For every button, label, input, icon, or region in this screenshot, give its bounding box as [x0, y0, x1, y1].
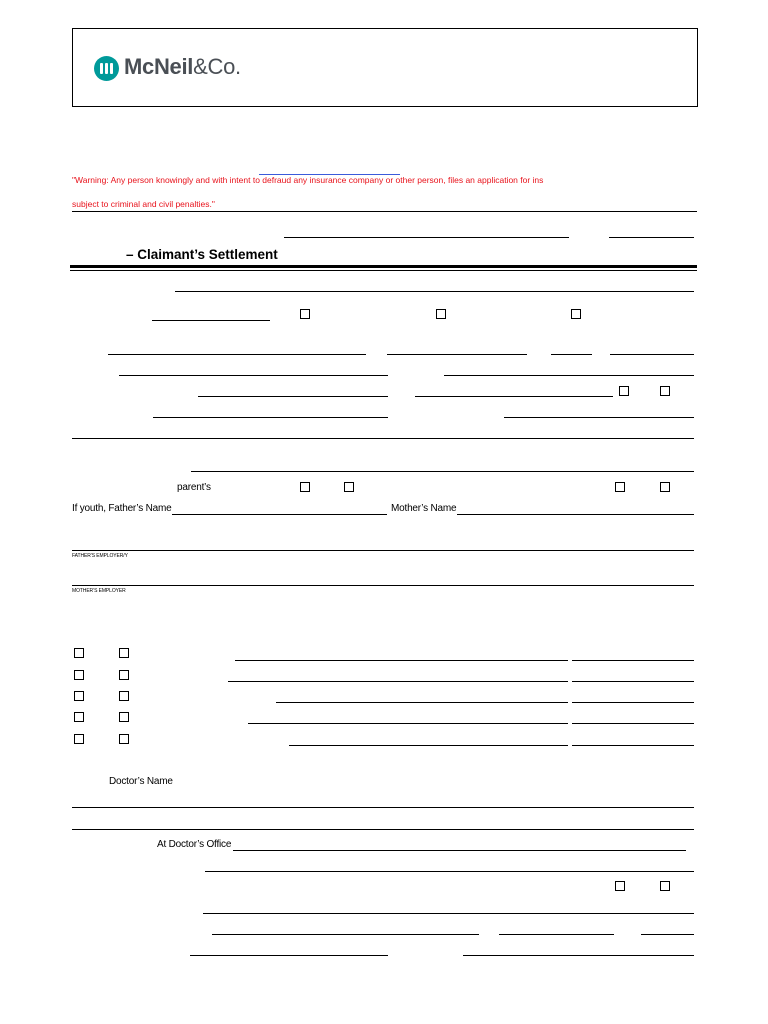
checkbox[interactable]: [119, 691, 129, 701]
input-line[interactable]: [572, 681, 694, 682]
warning-text-line2: subject to criminal and civil penalties.": [72, 199, 215, 209]
father-name-label: If youth, Father’s Name: [72, 503, 172, 514]
input-line[interactable]: [572, 723, 694, 724]
checkbox[interactable]: [74, 712, 84, 722]
checkbox[interactable]: [119, 712, 129, 722]
brand-logo: [124, 54, 241, 80]
mother-employer-field[interactable]: [72, 585, 694, 586]
input-line[interactable]: [415, 396, 613, 397]
input-line[interactable]: [276, 702, 568, 703]
input-line[interactable]: [463, 955, 694, 956]
input-line[interactable]: [190, 955, 388, 956]
input-line[interactable]: [248, 723, 568, 724]
checkbox[interactable]: [119, 734, 129, 744]
checkbox[interactable]: [660, 386, 670, 396]
checkbox[interactable]: [660, 881, 670, 891]
checkbox[interactable]: [619, 386, 629, 396]
input-line[interactable]: [572, 702, 694, 703]
input-line[interactable]: [609, 237, 694, 238]
checkbox[interactable]: [615, 482, 625, 492]
father-employer-field[interactable]: [72, 550, 694, 551]
checkbox[interactable]: [119, 648, 129, 658]
input-line[interactable]: [108, 354, 366, 355]
input-line[interactable]: [444, 375, 694, 376]
mother-name-field[interactable]: [457, 514, 694, 515]
warning-text-line1: "Warning: Any person knowingly and with intent to defraud any insurance company or other person, files an application for ins: [72, 175, 544, 185]
input-line[interactable]: [551, 354, 592, 355]
input-line[interactable]: [203, 913, 694, 914]
doctor-name-field[interactable]: [72, 807, 694, 808]
input-line[interactable]: [205, 871, 694, 872]
mother-employer-label: MOTHER’S EMPLOYER: [72, 588, 126, 594]
divider: [72, 211, 697, 212]
doctor-name-label: Doctor’s Name: [109, 776, 173, 787]
input-line[interactable]: [387, 354, 527, 355]
checkbox[interactable]: [74, 648, 84, 658]
doctor-office-field[interactable]: [233, 850, 686, 851]
title-thick-rule: [70, 265, 697, 268]
input-line[interactable]: [191, 471, 694, 472]
brand-name-bold: McNeil: [124, 54, 194, 79]
parents-label: parent’s: [177, 482, 211, 493]
divider: [72, 438, 694, 439]
input-line[interactable]: [610, 354, 694, 355]
form-title: – Claimant’s Settlement: [126, 247, 278, 262]
father-name-field[interactable]: [172, 514, 387, 515]
input-line[interactable]: [72, 829, 694, 830]
title-thin-rule: [70, 270, 697, 271]
input-line[interactable]: [119, 375, 388, 376]
input-line[interactable]: [641, 934, 694, 935]
brand-name-rest: &Co.: [193, 54, 241, 79]
input-line[interactable]: [499, 934, 614, 935]
checkbox[interactable]: [615, 881, 625, 891]
checkbox[interactable]: [74, 670, 84, 680]
input-line[interactable]: [284, 237, 569, 238]
logo-header-box: [72, 28, 698, 107]
doctor-office-label: At Doctor’s Office: [157, 839, 232, 850]
checkbox[interactable]: [660, 482, 670, 492]
input-line[interactable]: [572, 745, 694, 746]
checkbox[interactable]: [119, 670, 129, 680]
input-line[interactable]: [212, 934, 479, 935]
input-line[interactable]: [572, 660, 694, 661]
input-line[interactable]: [198, 396, 388, 397]
mother-name-label: Mother’s Name: [391, 503, 457, 514]
checkbox[interactable]: [74, 734, 84, 744]
checkbox[interactable]: [571, 309, 581, 319]
checkbox[interactable]: [344, 482, 354, 492]
input-line[interactable]: [228, 681, 568, 682]
checkbox[interactable]: [74, 691, 84, 701]
input-line[interactable]: [235, 660, 568, 661]
input-line[interactable]: [153, 417, 388, 418]
input-line[interactable]: [175, 291, 694, 292]
input-line[interactable]: [152, 320, 270, 321]
checkbox[interactable]: [300, 482, 310, 492]
mcneil-logo-mark-icon: [94, 56, 119, 81]
input-line[interactable]: [289, 745, 568, 746]
checkbox[interactable]: [300, 309, 310, 319]
input-line[interactable]: [504, 417, 694, 418]
father-employer-label: FATHER’S EMPLOYER/Y: [72, 553, 128, 559]
checkbox[interactable]: [436, 309, 446, 319]
